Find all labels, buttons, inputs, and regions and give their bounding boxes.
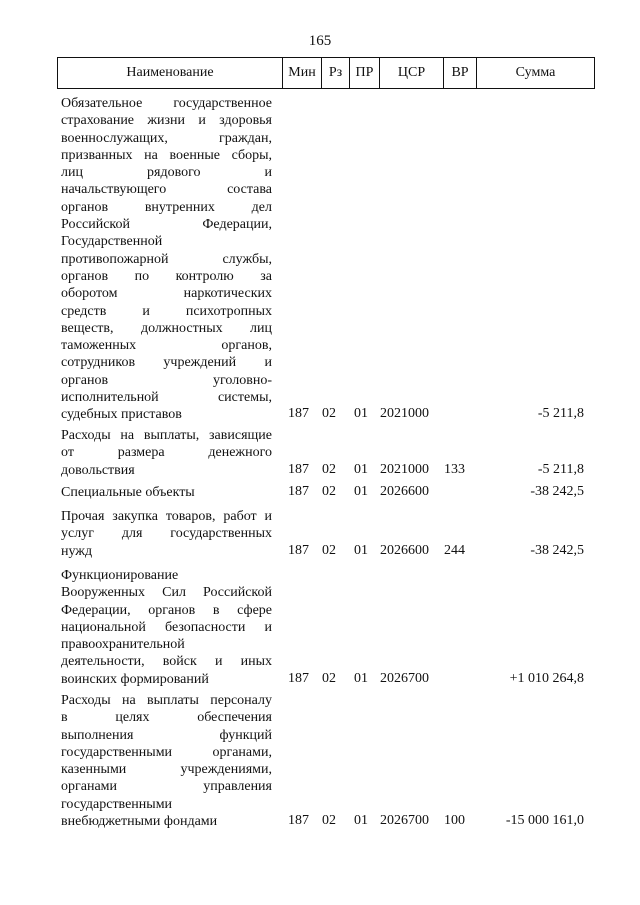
- row-name-line: деятельности, войск и иных: [61, 654, 272, 670]
- row-name-line: сотрудников учреждений и: [61, 355, 272, 371]
- row-name-line: органов по контролю за: [61, 268, 272, 284]
- row-name-line: Прочая закупка товаров, работ и: [61, 509, 272, 524]
- row-name-line: правоохранительной: [61, 637, 185, 653]
- row-name-line: страхование жизни и здоровья: [61, 113, 272, 129]
- row-name-line: органов внутренних дел: [61, 199, 272, 215]
- row-rz: 02: [322, 813, 336, 829]
- row-name: [61, 567, 272, 688]
- row-name-line: выполнения функций: [61, 727, 272, 743]
- row-sum: +1 010 264,8: [509, 670, 584, 686]
- row-pr: 01: [354, 542, 368, 558]
- row-name-line: оборотом наркотических: [61, 286, 272, 302]
- row-min: 187: [288, 484, 309, 499]
- row-name-line: Государственной: [61, 234, 163, 250]
- row-sum: -5 211,8: [537, 461, 584, 477]
- row-name: [61, 508, 272, 560]
- row-name-line: от размера денежного: [61, 445, 272, 461]
- row-min: 187: [288, 406, 309, 422]
- row-pr: 01: [354, 406, 368, 422]
- row-name-line: внебюджетными фондами: [61, 814, 218, 830]
- row-name-line: судебных приставов: [61, 407, 182, 423]
- row-min: 187: [288, 670, 309, 686]
- row-name-line: Расходы на выплаты персоналу: [61, 693, 272, 708]
- row-name-line: услуг для государственных: [61, 526, 272, 542]
- row-csr: 2021000: [380, 406, 429, 422]
- row-csr: 2021000: [380, 461, 429, 477]
- row-name-line: казенными учреждениями,: [61, 762, 272, 778]
- row-pr: 01: [354, 813, 368, 829]
- row-name-line: органов уголовно-: [61, 372, 272, 388]
- row-name-line: веществ, должностных лиц: [61, 320, 272, 336]
- row-name-line: Российской Федерации,: [61, 217, 272, 233]
- row-csr: 2026700: [380, 670, 429, 686]
- row-name: [61, 484, 272, 501]
- row-vr: 244: [444, 542, 465, 558]
- row-name-line: в целях обеспечения: [61, 710, 272, 726]
- header-csr: ЦСР: [380, 58, 444, 88]
- row-rz: 02: [322, 484, 336, 499]
- row-name: [61, 427, 272, 479]
- row-name-line: государственными органами,: [61, 744, 272, 760]
- row-name-line: противопожарной службы,: [61, 251, 272, 267]
- row-name-line: исполнительной системы,: [61, 390, 272, 406]
- row-name-line: нужд: [61, 543, 93, 559]
- row-name: [61, 692, 272, 830]
- row-rz: 02: [322, 406, 336, 422]
- row-name-line: средств и психотропных: [61, 303, 272, 319]
- row-rz: 02: [322, 670, 336, 686]
- row-rz: 02: [322, 461, 336, 477]
- row-vr: 100: [444, 813, 465, 829]
- header-vr: ВР: [444, 58, 477, 88]
- row-csr: 2026600: [380, 542, 429, 558]
- row-name-line: Федерации, органов в сфере: [61, 602, 272, 618]
- row-min: 187: [288, 813, 309, 829]
- row-min: 187: [288, 542, 309, 558]
- row-csr: 2026600: [380, 484, 429, 499]
- row-name-line: начальствующего состава: [61, 182, 272, 198]
- row-name-line: национальной безопасности и: [61, 619, 272, 635]
- row-min: 187: [288, 461, 309, 477]
- row-name-line: лиц рядового и: [61, 165, 272, 181]
- row-name-line: призванных на военные сборы,: [61, 147, 272, 163]
- header-pr: ПР: [350, 58, 380, 88]
- row-name-line: государственными: [61, 796, 173, 812]
- row-name-line: Обязательное государственное: [61, 96, 272, 111]
- row-name-line: военнослужащих, граждан,: [61, 130, 272, 146]
- row-sum: -15 000 161,0: [505, 813, 584, 829]
- header-sum: Сумма: [515, 65, 556, 80]
- row-csr: 2026700: [380, 813, 429, 829]
- row-name-line: таможенных органов,: [61, 338, 272, 354]
- row-sum: -5 211,8: [537, 406, 584, 422]
- row-rz: 02: [322, 542, 336, 558]
- row-name-line: воинских формирований: [61, 671, 209, 687]
- header-name: Наименование: [58, 58, 283, 88]
- header-rz: Рз: [322, 58, 350, 88]
- row-sum: -38 242,5: [530, 484, 584, 499]
- header-min: Мин: [283, 58, 322, 88]
- row-name-line: органами управления: [61, 779, 272, 795]
- row-name-line: Расходы на выплаты, зависящие: [61, 428, 272, 443]
- row-pr: 01: [354, 461, 368, 477]
- row-pr: 01: [354, 484, 368, 499]
- row-name-line: Функционирование: [61, 568, 179, 583]
- page-number: 165: [308, 33, 332, 49]
- row-sum: -38 242,5: [530, 542, 584, 558]
- row-vr: 133: [444, 461, 465, 477]
- row-name-line: довольствия: [61, 462, 135, 478]
- row-name: [61, 95, 272, 424]
- row-name-line: Специальные объекты: [61, 485, 195, 500]
- row-name-line: Вооруженных Сил Российской: [61, 585, 272, 601]
- row-pr: 01: [354, 670, 368, 686]
- table-header: [57, 57, 595, 89]
